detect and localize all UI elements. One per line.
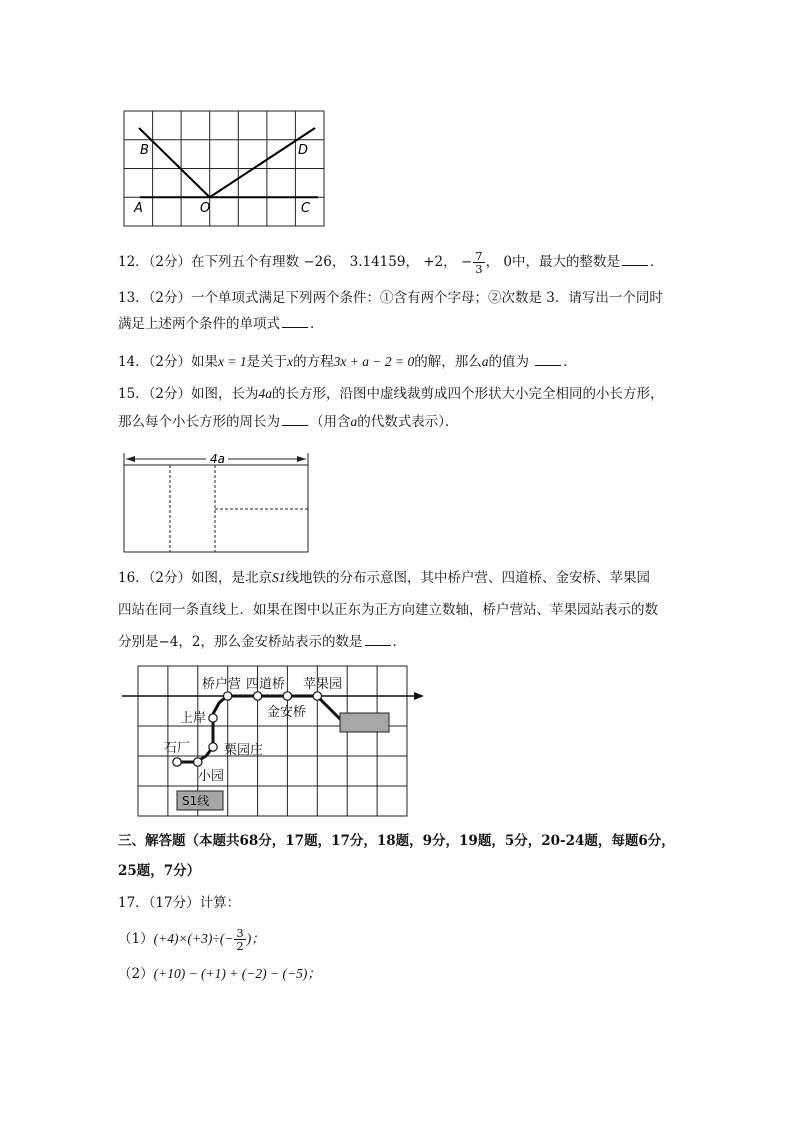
label-shichang: 石厂 — [164, 741, 191, 756]
station-lizhuang — [209, 743, 217, 751]
answer-blank-13[interactable] — [282, 315, 308, 328]
station-jinanqiao — [283, 692, 291, 700]
answer-blank-14[interactable] — [535, 353, 561, 366]
label-jinanqiao: 金安桥 — [267, 705, 307, 720]
answer-blank-15[interactable] — [282, 413, 308, 426]
q17-part-1: （1）(+4)×(+3)÷(− $\frac{3}{2}$ )； — [118, 926, 265, 953]
question-13: 13．（2分）一个单项式满足下列两个条件：①含有两个字母；②次数是 3．请写出一个同时 满足上述两个条件的单项式 ． — [118, 290, 663, 332]
label-a: A — [134, 201, 143, 216]
length-label-4a: 4a — [210, 452, 225, 466]
station-shangan — [209, 714, 217, 722]
fraction-three-halves: $\frac{3}{2}$ — [236, 926, 244, 953]
question-15: 15．（2分）如图，长为4a的长方形，沿图中虚线裁剪成四个形状大小完全相同的小长方形， 那么每个小长方形的周长为 （用含a的代数式表示）． — [118, 386, 664, 430]
section-3-header: 三、解答题（本题共68分，17题，17分，18题，9分，19题，5分，20-24题，每题6分， 25题，7分） — [118, 833, 675, 879]
answer-blank-16[interactable] — [365, 633, 391, 646]
station-shichang — [173, 758, 181, 766]
station-xiaoyuan — [194, 758, 202, 766]
metro-map-figure — [118, 660, 428, 820]
station-pingguoyuan — [313, 692, 321, 700]
label-xiaoyuan: 小园 — [198, 769, 225, 784]
station-qiaohuying — [224, 692, 232, 700]
ray-od — [210, 128, 315, 197]
rectangle-cut-figure — [118, 447, 314, 555]
label-pingguoyuan: 苹果园 — [303, 677, 343, 692]
question-17: 17．（17分）计算： （1）(+4)×(+3)÷(− $\frac{3}{2}$ )； （2）(+10) − (+1) + (−2) − (−5)； — [118, 893, 688, 984]
answer-blank-12[interactable] — [622, 253, 648, 266]
s1-line-label: S1线 — [182, 794, 210, 808]
question-14: 14．（2分）如果x = 1是关于x的方程3x + a − 2 = 0的解，那么a的值为 ． — [118, 354, 577, 370]
label-lizhuang: 栗园庄 — [224, 743, 264, 758]
question-16: 16．（2分）如图，是北京S1线地铁的分布示意图，其中桥户营、四道桥、金安桥、苹果园 四站在同一条直线上．如果在图中以正东为正方向建立数轴，桥户营站、苹果园站表示的数 分别是−4，2，那么金安桥站表示的数是 ． — [118, 570, 658, 650]
station-sidaoqiao — [253, 692, 261, 700]
fraction-seven-thirds: $\frac{7}{3}$ — [475, 249, 483, 276]
label-o: O — [200, 201, 211, 216]
ray-ob — [139, 128, 210, 197]
label-b: B — [140, 143, 149, 158]
label-qiaohuying: 桥户营 — [202, 677, 242, 692]
label-sidaoqiao: 四道桥 — [246, 677, 286, 692]
label-shangan: 上岸 — [180, 711, 207, 726]
label-c: C — [301, 201, 311, 216]
axis-arrow-icon — [414, 692, 424, 700]
label-d: D — [298, 143, 309, 158]
question-12: 12．（2分）在下列五个有理数 −26， 3.14159， +2， − $\frac{7}{3}$ ， 0中，最大的整数是 ． — [118, 249, 664, 276]
q17-part-2: （2）(+10) − (+1) + (−2) − (−5)； — [118, 966, 321, 982]
angle-grid-figure — [118, 106, 330, 230]
gray-box-terminal — [340, 713, 389, 732]
